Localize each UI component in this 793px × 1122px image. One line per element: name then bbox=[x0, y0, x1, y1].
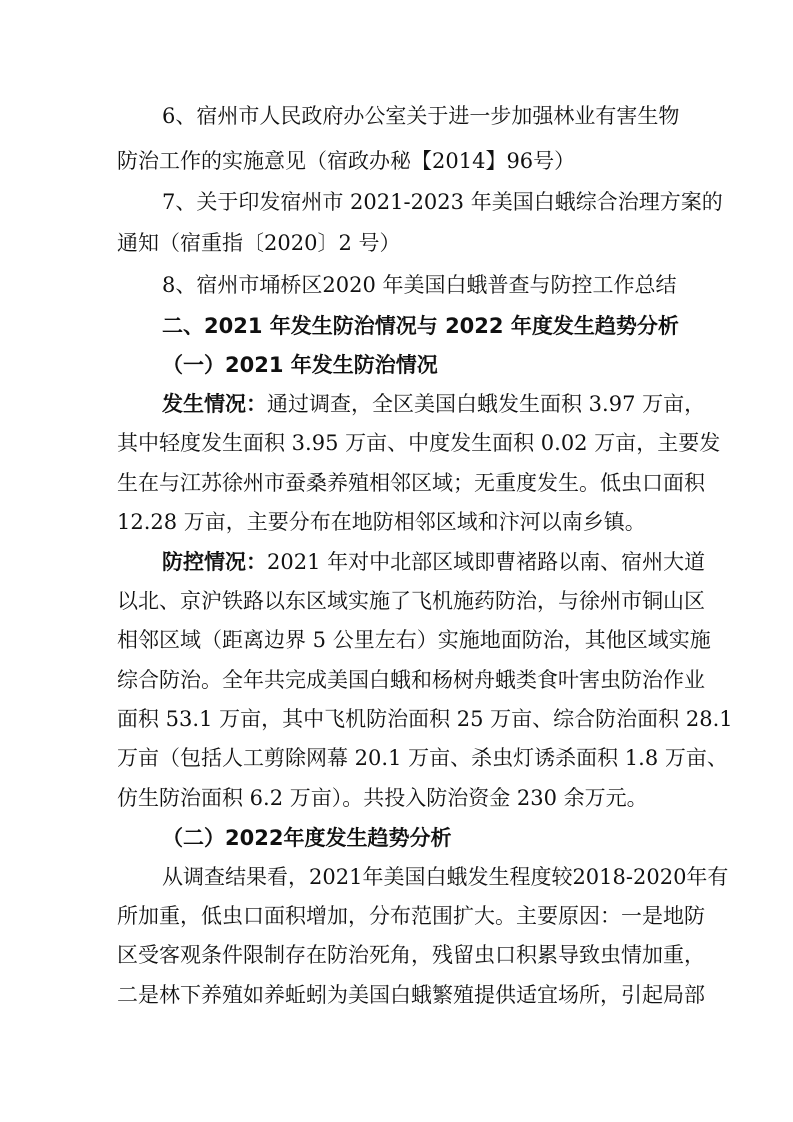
reference-item-6-line-2: 防治工作的实施意见（宿政办秘【2014】96号） bbox=[117, 149, 576, 173]
section-heading: 二、2021 年发生防治情况与 2022 年度发生趋势分析 bbox=[162, 314, 679, 338]
control-paragraph-line-7: 仿生防治面积 6.2 万亩）。共投入防治资金 230 余万元。 bbox=[117, 786, 648, 810]
reference-item-8: 8、宿州市埇桥区2020 年美国白蛾普查与防控工作总结 bbox=[162, 273, 677, 297]
occurrence-paragraph-line-1 bbox=[162, 391, 793, 417]
control-label: 防控情况： bbox=[162, 550, 267, 574]
reference-item-7-line-2: 通知（宿重指〔2020〕2 号） bbox=[117, 231, 401, 255]
trend-paragraph-line-4: 二是林下养殖如养蚯蚓为美国白蛾繁殖提供适宜场所，引起局部 bbox=[117, 983, 705, 1007]
control-paragraph-line-4: 综合防治。全年共完成美国白蛾和杨树舟蛾类食叶害虫防治作业 bbox=[117, 668, 705, 692]
control-text: 2021 年对中北部区域即曹褚路以南、宿州大道 bbox=[267, 550, 706, 574]
control-paragraph-line-3: 相邻区域（距离边界 5 公里左右）实施地面防治，其他区域实施 bbox=[117, 628, 711, 652]
subsection-heading-2: （二）2022年度发生趋势分析 bbox=[162, 826, 452, 850]
occurrence-label: 发生情况： bbox=[162, 392, 267, 416]
control-paragraph-line-6: 万亩（包括人工剪除网幕 20.1 万亩、杀虫灯诱杀面积 1.8 万亩、 bbox=[117, 746, 728, 770]
occurrence-text: 通过调查，全区美国白蛾发生面积 3.97 万亩， bbox=[267, 392, 706, 416]
control-paragraph-line-1 bbox=[162, 549, 793, 575]
trend-paragraph-line-2: 所加重，低虫口面积增加，分布范围扩大。主要原因：一是地防 bbox=[117, 904, 705, 928]
trend-paragraph-line-1: 从调查结果看，2021年美国白蛾发生程度较2018-2020年有 bbox=[162, 865, 729, 889]
reference-item-6-line-1: 6、宿州市人民政府办公室关于进一步加强林业有害生物 bbox=[162, 104, 680, 128]
occurrence-paragraph-line-4: 12.28 万亩，主要分布在地防相邻区域和汴河以南乡镇。 bbox=[117, 510, 646, 534]
trend-paragraph-line-3: 区受客观条件限制存在防治死角，残留虫口积累导致虫情加重， bbox=[117, 943, 705, 967]
occurrence-paragraph-line-3: 生在与江苏徐州市蚕桑养殖相邻区域；无重度发生。低虫口面积 bbox=[117, 471, 705, 495]
control-paragraph-line-2: 以北、京沪铁路以东区域实施了飞机施药防治，与徐州市铜山区 bbox=[117, 589, 705, 613]
subsection-heading-1: （一）2021 年发生防治情况 bbox=[162, 353, 438, 377]
reference-item-7-line-1: 7、关于印发宿州市 2021-2023 年美国白蛾综合治理方案的 bbox=[162, 190, 723, 214]
control-paragraph-line-5: 面积 53.1 万亩，其中飞机防治面积 25 万亩、综合防治面积 28.1 bbox=[117, 707, 733, 731]
occurrence-paragraph-line-2: 其中轻度发生面积 3.95 万亩、中度发生面积 0.02 万亩，主要发 bbox=[117, 431, 721, 455]
